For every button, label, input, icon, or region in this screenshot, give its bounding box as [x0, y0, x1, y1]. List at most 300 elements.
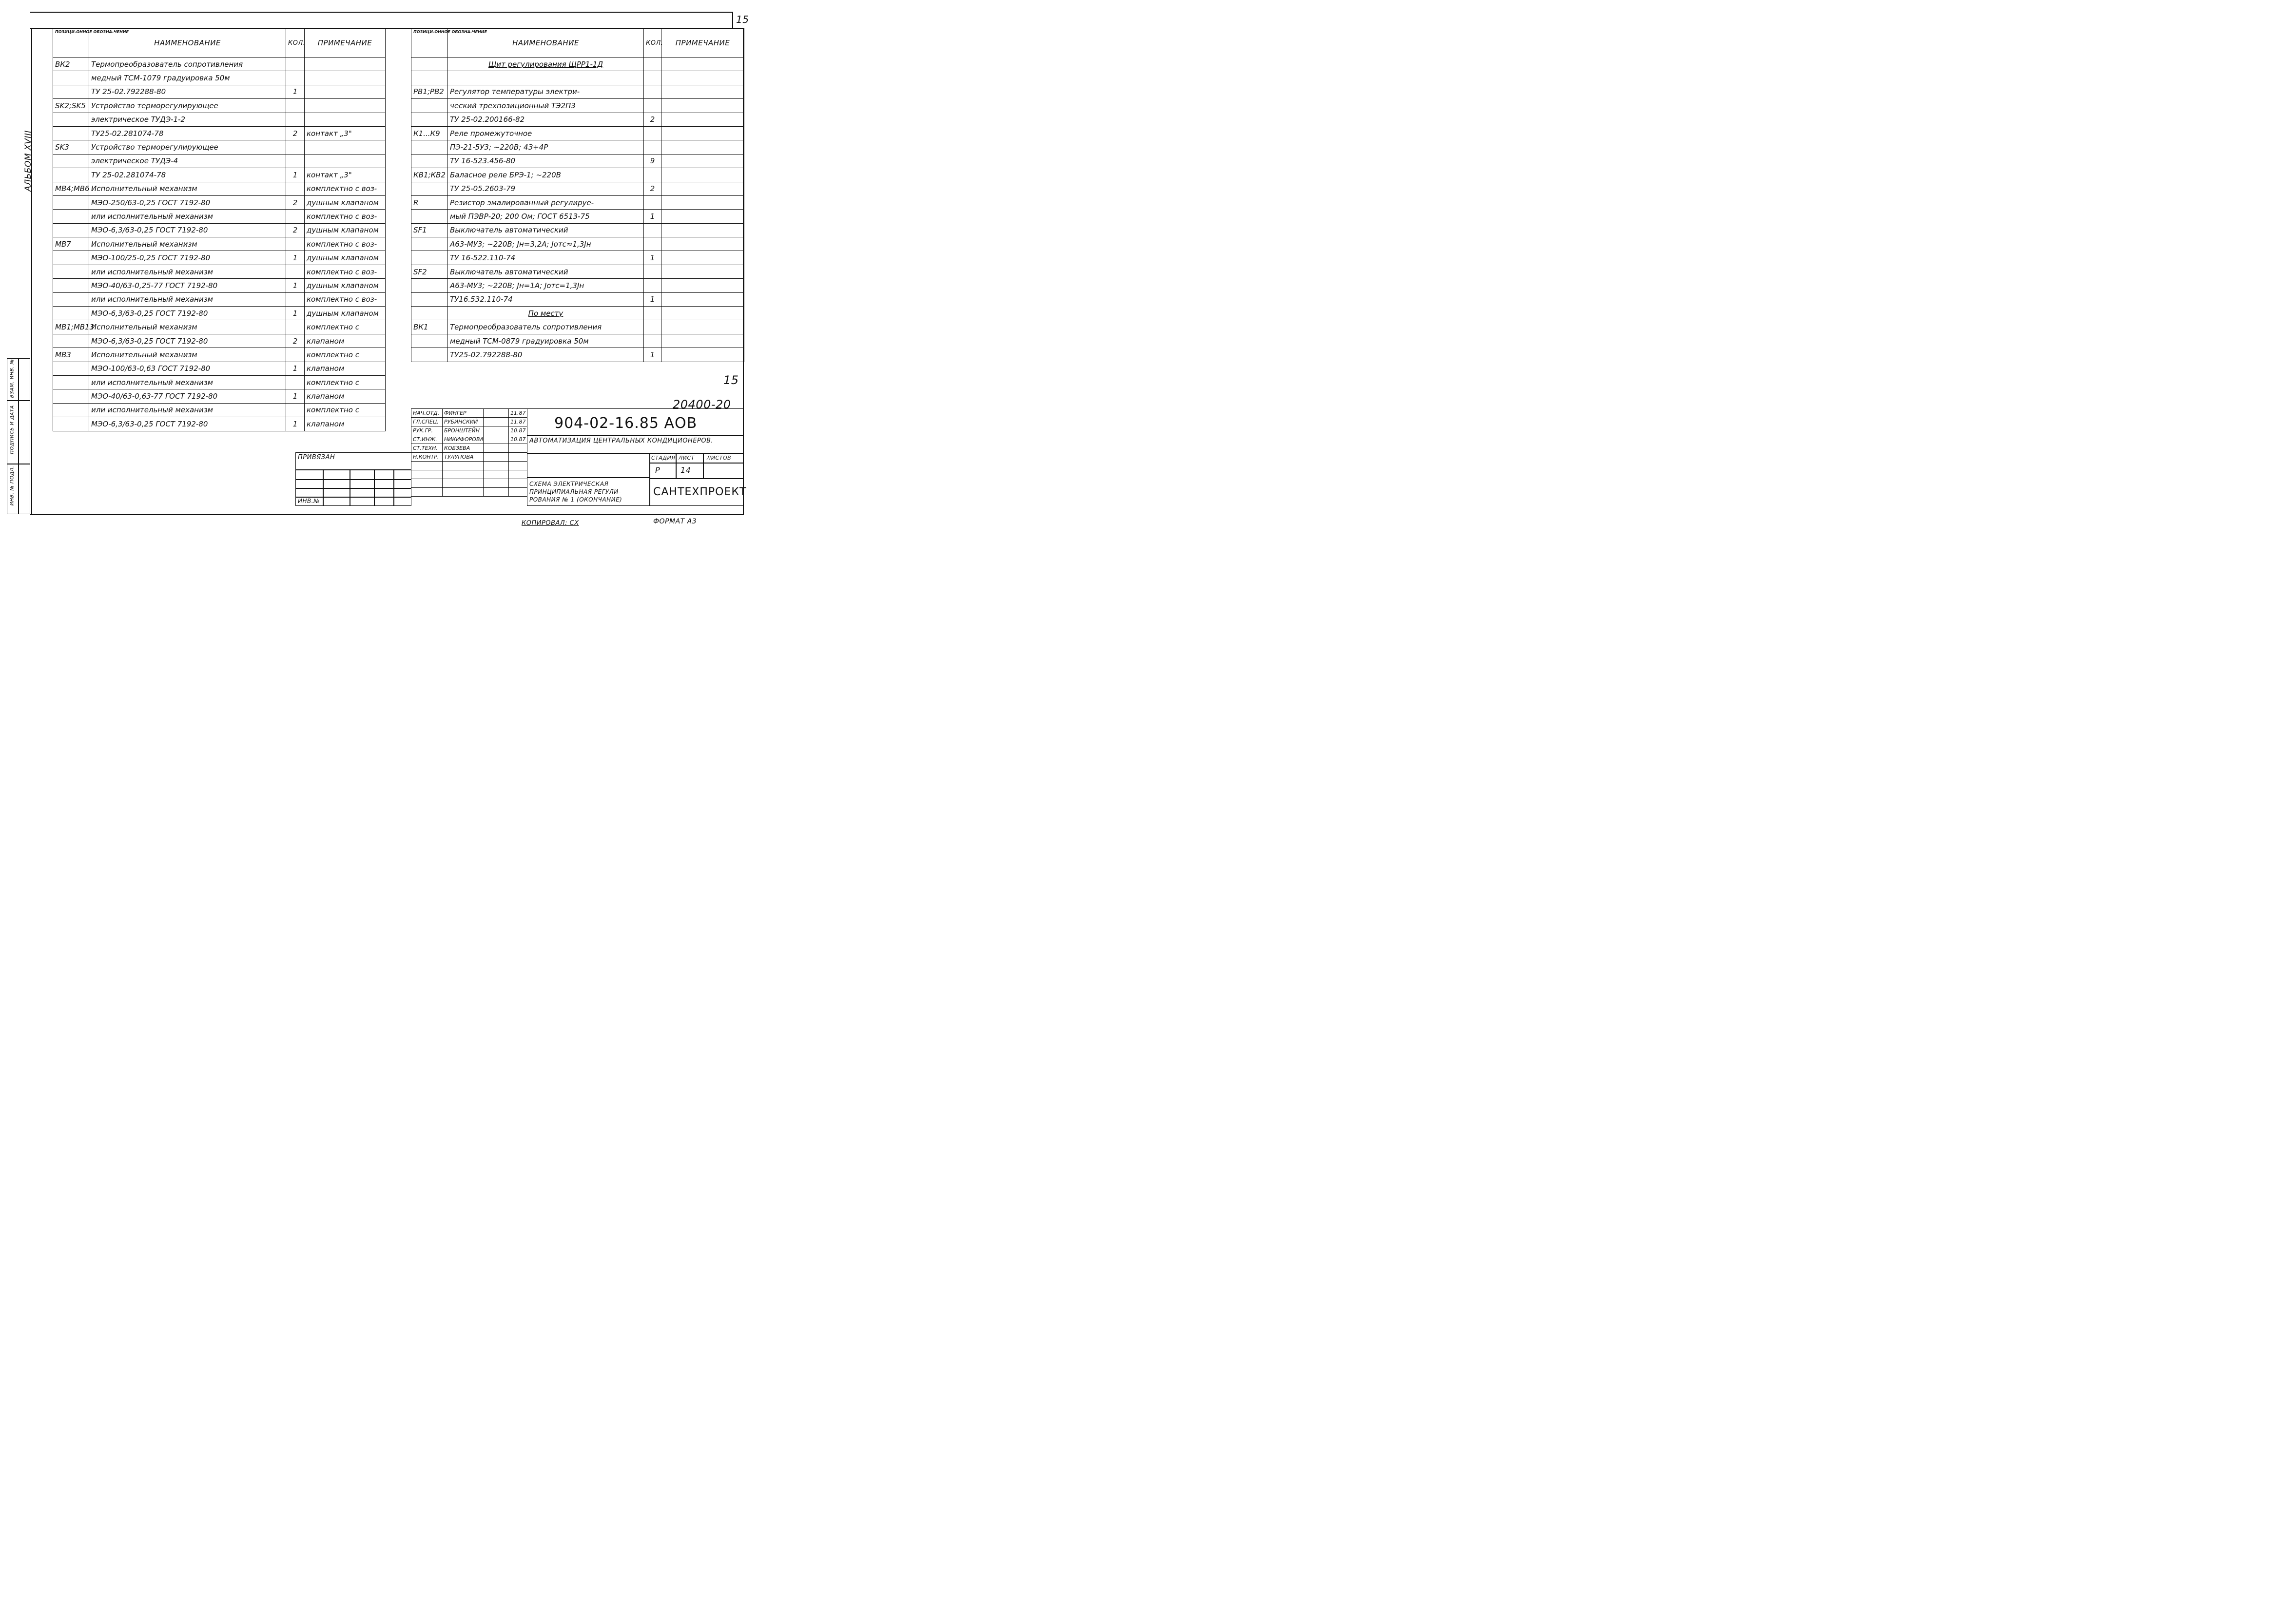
signer-role: НАЧ.ОТД.	[411, 409, 443, 418]
table-row	[411, 99, 744, 113]
table-row	[411, 223, 744, 237]
signer-row	[411, 418, 527, 426]
note-cell: душным клапаном	[305, 223, 386, 237]
sheets-label: ЛИСТОВ	[707, 455, 732, 461]
table-row	[53, 417, 386, 431]
pos-cell	[53, 307, 89, 320]
pos-cell	[53, 403, 89, 417]
table-row	[53, 99, 386, 113]
empty-cell	[509, 462, 527, 470]
note-cell	[661, 140, 744, 154]
empty-cell	[411, 470, 443, 479]
signer-date: 10.87	[509, 435, 527, 444]
table-row	[411, 168, 744, 182]
name-cell: ТУ25-02.281074-78	[89, 126, 286, 140]
note-cell	[661, 195, 744, 209]
note-cell	[661, 113, 744, 126]
pos-cell	[411, 99, 448, 113]
left-header-row	[53, 29, 386, 58]
note-cell	[661, 99, 744, 113]
qty-cell: 1	[644, 210, 661, 223]
pos-cell	[411, 279, 448, 292]
note-cell: комплектно с воз-	[305, 210, 386, 223]
qty-cell	[644, 58, 661, 71]
table-row	[53, 182, 386, 195]
header-pos: ПОЗИЦИ-ОННОЕ ОБОЗНА-ЧЕНИЕ	[411, 29, 448, 58]
pos-cell	[411, 307, 448, 320]
signer-signature	[484, 418, 509, 426]
pos-cell: ВК1	[411, 320, 448, 334]
table-row	[53, 223, 386, 237]
name-cell: Устройство терморегулирующее	[89, 140, 286, 154]
side-label-inv: ИНВ. № ПОДЛ.	[9, 465, 15, 506]
qty-cell	[644, 168, 661, 182]
table-row	[411, 348, 744, 362]
pos-cell: МВ7	[53, 237, 89, 251]
qty-cell: 2	[644, 113, 661, 126]
empty-cell	[509, 470, 527, 479]
table-row	[411, 71, 744, 85]
header-note: ПРИМЕЧАНИЕ	[661, 29, 744, 58]
qty-cell	[286, 320, 305, 334]
page-number-box-left	[732, 12, 733, 28]
table-row	[411, 210, 744, 223]
format-label: ФОРМАТ А3	[653, 518, 697, 525]
qty-cell: 1	[644, 348, 661, 362]
name-cell: МЭО-40/63-0,63-77 ГОСТ 7192-80	[89, 389, 286, 403]
pos-cell	[53, 265, 89, 278]
qty-cell: 1	[286, 307, 305, 320]
name-cell: Щит регулирования ЩРР1-1Д	[448, 58, 644, 71]
qty-cell: 2	[644, 182, 661, 195]
qty-cell	[644, 126, 661, 140]
copied-label: КОПИРОВАЛ: СХ	[522, 520, 579, 527]
qty-cell	[644, 99, 661, 113]
table-row	[53, 348, 386, 362]
note-cell	[661, 210, 744, 223]
frame-left-line	[31, 28, 32, 515]
name-cell: Баласное реле БРЭ-1; ~220В	[448, 168, 644, 182]
table-row	[53, 58, 386, 71]
qty-cell	[286, 99, 305, 113]
doc-subject: АВТОМАТИЗАЦИЯ ЦЕНТРАЛЬНЫХ КОНДИЦИОНЕРОВ.	[529, 437, 714, 445]
qty-cell	[286, 210, 305, 223]
signer-row	[411, 488, 527, 497]
name-cell: Термопреобразователь сопротивления	[89, 58, 286, 71]
pos-cell: К1...К9	[411, 126, 448, 140]
signer-role: СТ.ТЕХН.	[411, 444, 443, 453]
signer-table	[411, 408, 527, 497]
note-cell: комплектно с воз-	[305, 182, 386, 195]
stage-label: СТАДИЯ	[651, 455, 676, 461]
qty-cell	[286, 140, 305, 154]
note-cell	[305, 154, 386, 168]
bound-label: ПРИВЯЗАН	[298, 454, 335, 461]
signer-row	[411, 462, 527, 470]
qty-cell	[286, 403, 305, 417]
qty-cell: 1	[286, 362, 305, 375]
pos-cell	[53, 168, 89, 182]
name-cell: Регулятор температуры электри-	[448, 85, 644, 98]
note-cell: клапаном	[305, 334, 386, 348]
empty-cell	[443, 462, 484, 470]
note-cell: комплектно с	[305, 375, 386, 389]
qty-cell	[286, 375, 305, 389]
note-cell	[305, 85, 386, 98]
table-row	[411, 237, 744, 251]
pos-cell: SF1	[411, 223, 448, 237]
note-cell	[305, 140, 386, 154]
header-note: ПРИМЕЧАНИЕ	[305, 29, 386, 58]
empty-cell	[484, 488, 509, 497]
signer-signature	[484, 435, 509, 444]
qty-cell	[286, 58, 305, 71]
qty-cell	[644, 195, 661, 209]
qty-cell: 2	[286, 195, 305, 209]
note-cell: клапаном	[305, 389, 386, 403]
note-cell: душным клапаном	[305, 251, 386, 265]
name-cell: ТУ 25-02.200166-82	[448, 113, 644, 126]
header-name: НАИМЕНОВАНИЕ	[448, 29, 644, 58]
frame-bottom-line	[30, 514, 744, 515]
note-cell	[661, 71, 744, 85]
qty-cell	[644, 265, 661, 278]
name-cell: ТУ 25-02.281074-78	[89, 168, 286, 182]
table-row	[411, 58, 744, 71]
pos-cell	[53, 154, 89, 168]
pos-cell	[53, 210, 89, 223]
note-cell: душным клапаном	[305, 307, 386, 320]
table-row	[53, 237, 386, 251]
qty-cell: 1	[644, 251, 661, 265]
qty-cell	[286, 348, 305, 362]
note-cell	[661, 279, 744, 292]
pos-cell	[411, 348, 448, 362]
pos-cell: SK3	[53, 140, 89, 154]
name-cell: ТУ 25-05.2603-79	[448, 182, 644, 195]
right-spec-table	[411, 28, 744, 362]
pos-cell	[411, 292, 448, 306]
pos-cell	[411, 154, 448, 168]
empty-cell	[411, 462, 443, 470]
qty-cell	[644, 140, 661, 154]
title-block	[527, 408, 747, 506]
table-row	[411, 154, 744, 168]
note-cell	[661, 168, 744, 182]
qty-cell	[286, 292, 305, 306]
empty-cell	[484, 462, 509, 470]
note-cell	[305, 71, 386, 85]
table-row	[53, 334, 386, 348]
side-label-sign: ПОДПИСЬ И ДАТА	[9, 405, 15, 454]
doc-code: 904-02-16.85 АОВ	[554, 415, 698, 432]
note-cell: клапаном	[305, 417, 386, 431]
name-cell: МЭО-6,3/63-0,25 ГОСТ 7192-80	[89, 417, 286, 431]
signer-row	[411, 453, 527, 462]
signer-name: РУБИНСКИЙ	[443, 418, 484, 426]
table-row	[411, 292, 744, 306]
page-number: 15	[736, 14, 749, 25]
empty-cell	[443, 479, 484, 488]
pos-cell	[53, 71, 89, 85]
note-cell	[661, 320, 744, 334]
signer-signature	[484, 409, 509, 418]
name-cell: или исполнительный механизм	[89, 403, 286, 417]
table-row	[53, 265, 386, 278]
signer-date	[509, 444, 527, 453]
table-row	[53, 140, 386, 154]
note-cell: комплектно с	[305, 403, 386, 417]
pos-cell	[411, 140, 448, 154]
note-cell	[661, 307, 744, 320]
qty-cell: 1	[286, 85, 305, 98]
signer-date	[509, 453, 527, 462]
name-cell: электрическое ТУДЭ-4	[89, 154, 286, 168]
pos-cell: SK2;SK5	[53, 99, 89, 113]
table-row	[411, 195, 744, 209]
qty-cell: 1	[286, 168, 305, 182]
empty-cell	[509, 479, 527, 488]
table-row	[53, 320, 386, 334]
qty-cell: 1	[286, 251, 305, 265]
table-row	[53, 251, 386, 265]
qty-cell: 2	[286, 126, 305, 140]
header-qty: КОЛ.	[644, 29, 661, 58]
name-cell: электрическое ТУДЭ-1-2	[89, 113, 286, 126]
table-row	[53, 168, 386, 182]
table-row	[53, 210, 386, 223]
name-cell: Исполнительный механизм	[89, 348, 286, 362]
name-cell: медный ТСМ-0879 градуировка 50м	[448, 334, 644, 348]
pos-cell	[411, 58, 448, 71]
frame-top-line	[30, 12, 732, 13]
signer-role: РУК.ГР.	[411, 426, 443, 435]
note-cell	[661, 292, 744, 306]
table-row	[411, 251, 744, 265]
header-pos: ПОЗИЦИ-ОННОЕ ОБОЗНА-ЧЕНИЕ	[53, 29, 89, 58]
note-cell: клапаном	[305, 362, 386, 375]
name-cell: Реле промежуточное	[448, 126, 644, 140]
table-row	[53, 113, 386, 126]
empty-cell	[411, 479, 443, 488]
signer-signature	[484, 426, 509, 435]
qty-cell: 1	[644, 292, 661, 306]
pos-cell: МВ3	[53, 348, 89, 362]
pos-cell	[53, 389, 89, 403]
note-cell: душным клапаном	[305, 195, 386, 209]
table-row	[53, 85, 386, 98]
header-qty: КОЛ.	[286, 29, 305, 58]
empty-cell	[509, 488, 527, 497]
table-row	[411, 182, 744, 195]
note-cell	[661, 154, 744, 168]
pos-cell	[53, 85, 89, 98]
name-cell: ТУ 16-522.110-74	[448, 251, 644, 265]
note-cell: контакт „3"	[305, 168, 386, 182]
signer-name: ТУЛУПОВА	[443, 453, 484, 462]
note-cell: контакт „3"	[305, 126, 386, 140]
qty-cell	[286, 237, 305, 251]
name-cell: МЭО-100/63-0,63 ГОСТ 7192-80	[89, 362, 286, 375]
qty-cell	[644, 85, 661, 98]
name-cell: МЭО-100/25-0,25 ГОСТ 7192-80	[89, 251, 286, 265]
name-cell: ТУ25-02.792288-80	[448, 348, 644, 362]
pos-cell	[411, 210, 448, 223]
empty-cell	[484, 470, 509, 479]
note-cell	[661, 126, 744, 140]
empty-cell	[411, 488, 443, 497]
qty-cell	[644, 320, 661, 334]
table-row	[53, 195, 386, 209]
signer-name: НИКИФОРОВА	[443, 435, 484, 444]
table-row	[411, 320, 744, 334]
table-row	[411, 307, 744, 320]
table-row	[53, 375, 386, 389]
note-cell	[305, 58, 386, 71]
pos-cell	[53, 362, 89, 375]
signer-row	[411, 470, 527, 479]
note-cell: комплектно с	[305, 320, 386, 334]
note-cell: душным клапаном	[305, 279, 386, 292]
qty-cell: 2	[286, 334, 305, 348]
pos-cell: SF2	[411, 265, 448, 278]
name-cell: медный ТСМ-1079 градуировка 50м	[89, 71, 286, 85]
name-cell: Исполнительный механизм	[89, 182, 286, 195]
qty-cell	[286, 71, 305, 85]
name-cell: ческий трехпозиционный ТЭ2П3	[448, 99, 644, 113]
name-cell: Термопреобразователь сопротивления	[448, 320, 644, 334]
table-row	[53, 71, 386, 85]
name-cell: или исполнительный механизм	[89, 375, 286, 389]
name-cell: А63-МУ3; ~220В; Jн=3,2А; Jотс≈1,3Jн	[448, 237, 644, 251]
qty-cell: 1	[286, 417, 305, 431]
note-cell	[661, 237, 744, 251]
table-row	[411, 334, 744, 348]
note-cell	[661, 223, 744, 237]
table-row	[411, 113, 744, 126]
pos-cell: МВ4;МВ6	[53, 182, 89, 195]
name-cell: Устройство терморегулирующее	[89, 99, 286, 113]
pos-cell	[53, 195, 89, 209]
signer-date: 11.87	[509, 418, 527, 426]
organization: САНТЕХПРОЕКТ	[653, 486, 747, 498]
sheet-mark: 15	[723, 373, 739, 387]
note-cell	[661, 182, 744, 195]
inv-label: ИНВ.№	[298, 498, 320, 504]
pos-cell	[411, 251, 448, 265]
pos-cell: РВ1;РВ2	[411, 85, 448, 98]
qty-cell	[644, 237, 661, 251]
name-cell: МЭО-6,3/63-0,25 ГОСТ 7192-80	[89, 307, 286, 320]
table-row	[53, 389, 386, 403]
drawing-title: СХЕМА ЭЛЕКТРИЧЕСКАЯ ПРИНЦИПИАЛЬНАЯ РЕГУЛИ-РОВАНИЯ № 1 (ОКОНЧАНИЕ)	[529, 481, 622, 503]
name-cell: Исполнительный механизм	[89, 320, 286, 334]
name-cell: ТУ16.532.110-74	[448, 292, 644, 306]
pos-cell: R	[411, 195, 448, 209]
right-header-row	[411, 29, 744, 58]
doc-number: 20400-20	[673, 398, 731, 411]
empty-cell	[443, 488, 484, 497]
bound-block	[295, 452, 411, 506]
note-cell	[661, 58, 744, 71]
name-cell: МЭО-6,3/63-0,25 ГОСТ 7192-80	[89, 334, 286, 348]
qty-cell	[644, 279, 661, 292]
table-row	[53, 403, 386, 417]
qty-cell	[286, 182, 305, 195]
note-cell	[661, 265, 744, 278]
signer-date: 10.87	[509, 426, 527, 435]
pos-cell: МВ1;МВ13	[53, 320, 89, 334]
qty-cell: 9	[644, 154, 661, 168]
table-row	[411, 279, 744, 292]
table-row	[53, 307, 386, 320]
signer-name: БРОНШТЕЙН	[443, 426, 484, 435]
pos-cell	[411, 71, 448, 85]
stage-value: Р	[655, 465, 661, 475]
pos-cell	[411, 113, 448, 126]
header-name: НАИМЕНОВАНИЕ	[89, 29, 286, 58]
note-cell	[305, 99, 386, 113]
qty-cell	[644, 71, 661, 85]
pos-cell	[53, 417, 89, 431]
album-label: АЛЬБОМ XVIII	[23, 130, 33, 192]
qty-cell	[286, 113, 305, 126]
pos-cell	[53, 375, 89, 389]
name-cell: МЭО-6,3/63-0,25 ГОСТ 7192-80	[89, 223, 286, 237]
signer-row	[411, 435, 527, 444]
pos-cell	[53, 251, 89, 265]
pos-cell	[411, 334, 448, 348]
name-cell: МЭО-250/63-0,25 ГОСТ 7192-80	[89, 195, 286, 209]
table-row	[53, 126, 386, 140]
qty-cell	[644, 334, 661, 348]
name-cell: ТУ 25-02.792288-80	[89, 85, 286, 98]
table-row	[411, 85, 744, 98]
signer-row	[411, 444, 527, 453]
name-cell: или исполнительный механизм	[89, 292, 286, 306]
note-cell	[661, 334, 744, 348]
signer-signature	[484, 444, 509, 453]
name-cell: Выключатель автоматический	[448, 265, 644, 278]
table-row	[411, 140, 744, 154]
signer-role: ГЛ.СПЕЦ.	[411, 418, 443, 426]
empty-cell	[443, 470, 484, 479]
note-cell	[661, 251, 744, 265]
name-cell: По месту	[448, 307, 644, 320]
name-cell	[448, 71, 644, 85]
signer-name: КОБЗЕВА	[443, 444, 484, 453]
note-cell: комплектно с воз-	[305, 237, 386, 251]
qty-cell	[644, 223, 661, 237]
signer-name: ФИНГЕР	[443, 409, 484, 418]
sheet-label: ЛИСТ	[679, 455, 695, 461]
name-cell: ТУ 16-523.456-80	[448, 154, 644, 168]
pos-cell	[411, 182, 448, 195]
name-cell: мый ПЭВР-20; 200 Ом; ГОСТ 6513-75	[448, 210, 644, 223]
qty-cell: 2	[286, 223, 305, 237]
name-cell: Резистор эмалированный регулируе-	[448, 195, 644, 209]
pos-cell	[53, 334, 89, 348]
note-cell: комплектно с	[305, 348, 386, 362]
table-row	[53, 279, 386, 292]
pos-cell	[53, 223, 89, 237]
qty-cell	[644, 307, 661, 320]
note-cell	[661, 348, 744, 362]
table-row	[411, 265, 744, 278]
signer-row	[411, 426, 527, 435]
note-cell: комплектно с воз-	[305, 265, 386, 278]
table-row	[53, 292, 386, 306]
